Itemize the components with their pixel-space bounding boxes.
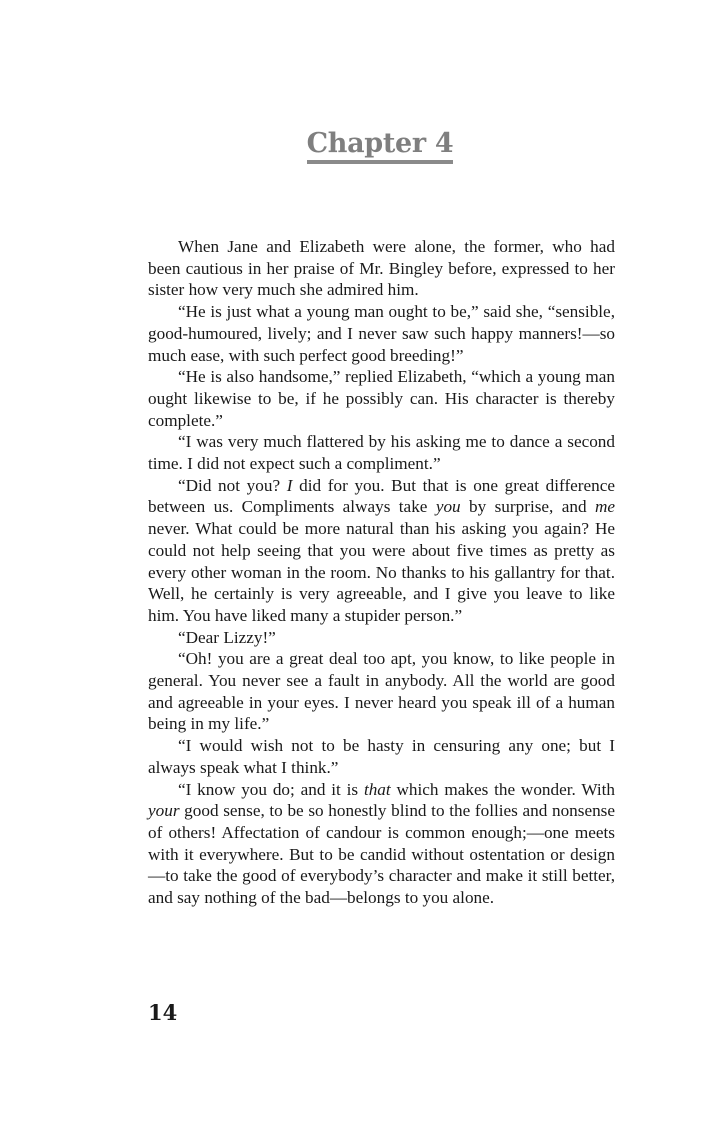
paragraph-text: did for you. But that is one great difference between us. Compliments always take xyxy=(148,475,615,517)
paragraph xyxy=(148,475,615,627)
chapter-heading xyxy=(0,128,709,159)
paragraph-text: When Jane and Elizabeth were alone, the former, who had been cautious in her praise of Mr. Bingley before, expressed to her sister how very much she admired him. xyxy=(148,237,615,300)
paragraph-text: which makes the wonder. With xyxy=(390,779,616,799)
paragraph-text: by surprise, and xyxy=(460,497,595,517)
paragraph-text: “He is also handsome,” replied Elizabeth, “which a young man ought likewise to be, if he possibly can. His character is thereby complete.” xyxy=(148,367,615,430)
paragraph-text: “I would wish not to be hasty in censuring any one; but I always speak what I think.” xyxy=(148,736,615,777)
paragraph xyxy=(148,366,615,431)
emphasis-text: you xyxy=(435,497,461,517)
paragraph xyxy=(148,301,615,366)
emphasis-text: your xyxy=(148,801,180,821)
page-number: 14 xyxy=(148,1000,178,1025)
paragraph-text: “I know you do; and it is xyxy=(178,779,364,799)
paragraph-text: “Oh! you are a great deal too apt, you know, to like people in general. You never see a fault in anybody. All the world are good and agreeable in your eyes. I never heard you speak ill of a human being in my life.” xyxy=(148,649,615,734)
paragraph xyxy=(148,627,615,649)
chapter-body xyxy=(148,236,615,909)
paragraph-text: “Did not you? xyxy=(178,475,287,495)
paragraph-text: “I was very much flattered by his asking me to dance a second time. I did not expect such a compliment.” xyxy=(148,432,615,474)
paragraph xyxy=(148,236,615,301)
paragraph xyxy=(148,431,615,474)
emphasis-text: me xyxy=(594,497,615,517)
emphasis-text: that xyxy=(363,779,391,799)
chapter-title: Chapter 4 xyxy=(307,128,454,164)
paragraph-text: “Dear Lizzy!” xyxy=(178,627,276,647)
paragraph xyxy=(148,779,615,909)
paragraph xyxy=(148,648,615,735)
paragraph xyxy=(148,735,615,778)
paragraph-text: good sense, to be so honestly blind to the follies and nonsense of others! Affectation of candour is common enough;—one meets with it everywhere. But to be candid without ostentation or design—to take the good of everybody’s character and make it still better, and say nothing of the bad—belongs to you alone. xyxy=(148,801,615,908)
emphasis-text: I xyxy=(286,475,293,495)
paragraph-text: never. What could be more natural than his asking you again? He could not help seeing that you were about five times as pretty as every other woman in the room. No thanks to his gallantry for that. Well, he certainly is very agreeable, and I give you leave to like him. You have liked many a stupider person.” xyxy=(148,519,615,625)
paragraph-text: “He is just what a young man ought to be,” said she, “sensible, good-humoured, lively; and I never saw such happy manners!—so much ease, with such perfect good breeding!” xyxy=(148,302,615,365)
